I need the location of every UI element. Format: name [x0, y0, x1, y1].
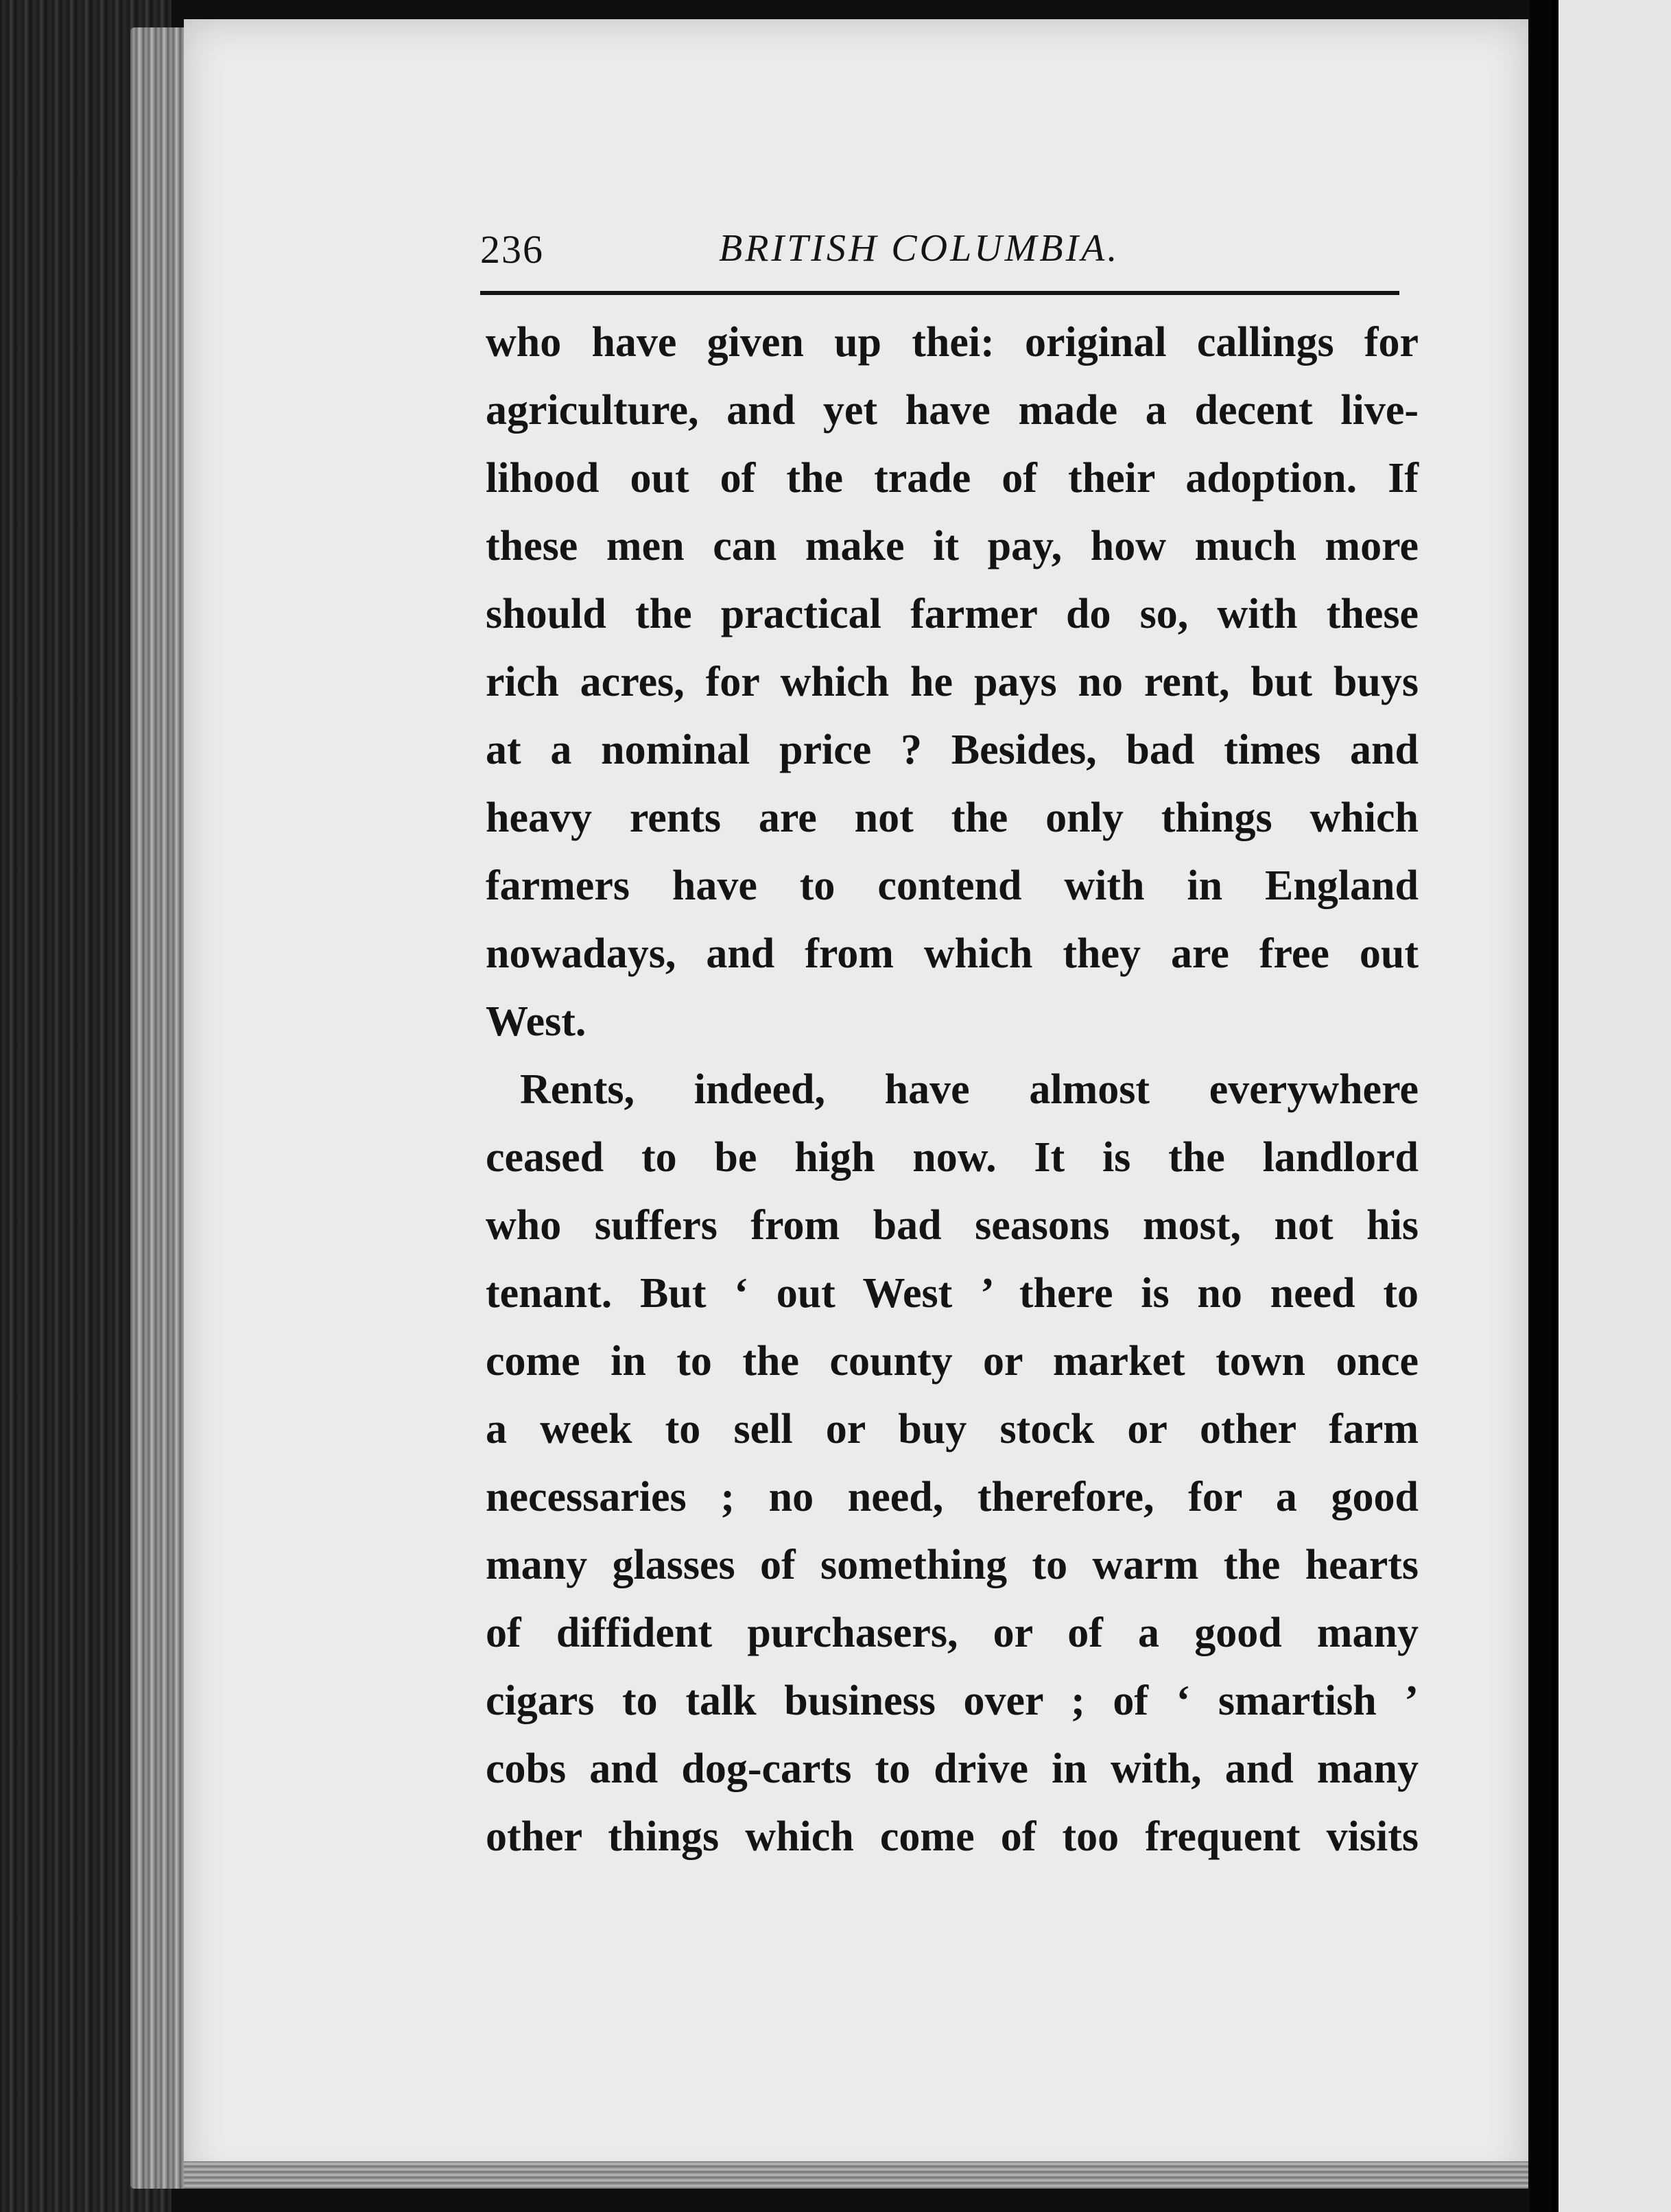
text-line: come in to the county or market town once [486, 1338, 1419, 1385]
text-line: ceased to be high now. It is the landlord [486, 1134, 1419, 1181]
text-line: lihood out of the trade of their adoption. If [486, 455, 1419, 502]
text-line: these men can make it pay, how much more [486, 523, 1419, 569]
text-line: agriculture, and yet have made a decent live- [486, 387, 1419, 434]
text-line: farmers have to contend with in England [486, 862, 1419, 909]
facing-page-border [1552, 0, 1559, 2212]
text-line: rich acres, for which he pays no rent, but buys [486, 659, 1419, 705]
text-line: cigars to talk business over ; of ‘ smartish ’ [486, 1678, 1419, 1724]
facing-page-sliver [1557, 0, 1671, 2212]
header-rule [480, 291, 1399, 295]
text-line: a week to sell or buy stock or other farm [486, 1406, 1419, 1452]
text-line: cobs and dog-carts to drive in with, and many [486, 1745, 1419, 1792]
page-header [480, 226, 1399, 281]
text-line: Rents, indeed, have almost everywhere [520, 1066, 1419, 1113]
paragraph-1 [486, 309, 1419, 1056]
running-head: BRITISH COLUMBIA. [719, 227, 1120, 270]
stacked-page-edges [130, 27, 192, 2189]
text-line: many glasses of something to warm the hearts [486, 1542, 1419, 1588]
text-line: who have given up thei: original callings for [486, 319, 1419, 366]
text-line: who suffers from bad seasons most, not his [486, 1202, 1419, 1249]
text-line: at a nominal price ? Besides, bad times and [486, 727, 1419, 773]
page-number: 236 [480, 227, 544, 272]
text-line: tenant. But ‘ out West ’ there is no need to [486, 1270, 1419, 1317]
text-line: West. [486, 998, 586, 1045]
text-line: heavy rents are not the only things which [486, 795, 1419, 841]
text-line: necessaries ; no need, therefore, for a good [486, 1474, 1419, 1520]
text-line: nowadays, and from which they are free out [486, 930, 1419, 977]
text-line: should the practical farmer do so, with these [486, 591, 1419, 637]
text-line: other things which come of too frequent visits [486, 1813, 1419, 1860]
page-bottom-edge [184, 2161, 1528, 2189]
text-line: of diffident purchasers, or of a good many [486, 1610, 1419, 1656]
body-text [486, 309, 1419, 1871]
paragraph-2 [486, 1056, 1419, 1871]
